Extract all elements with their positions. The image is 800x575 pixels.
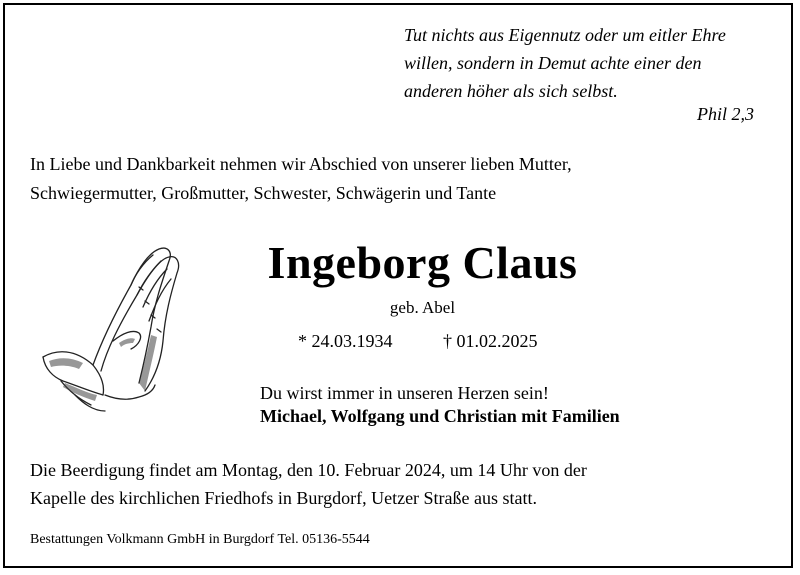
deceased-name: Ingeborg Claus xyxy=(267,237,578,288)
quote-reference: Phil 2,3 xyxy=(697,104,754,124)
death-date: † 01.02.2025 xyxy=(443,331,538,351)
quote-line: anderen höher als sich selbst. xyxy=(404,81,618,101)
mourning-family: Michael, Wolfgang und Christian mit Familien xyxy=(260,406,620,426)
quote-line: Tut nichts aus Eigennutz oder um eitler Ehre xyxy=(404,25,726,45)
bible-quote xyxy=(404,21,774,105)
intro-text xyxy=(30,150,572,208)
birth-name: geb. Abel xyxy=(389,298,456,317)
intro-line: In Liebe und Dankbarkeit nehmen wir Abschied von unserer lieben Mutter, xyxy=(30,154,572,174)
intro-line: Schwiegermutter, Großmutter, Schwester, Schwägerin und Tante xyxy=(30,183,497,203)
birth-date: * 24.03.1934 xyxy=(298,331,393,351)
funeral-info xyxy=(30,456,587,512)
funeral-line: Kapelle des kirchlichen Friedhofs in Burgdorf, Uetzer Straße aus statt. xyxy=(30,488,538,508)
funeral-line: Die Beerdigung findet am Montag, den 10. Februar 2024, um 14 Uhr von der xyxy=(30,460,587,480)
undertaker-info: Bestattungen Volkmann GmbH in Burgdorf Tel. 05136-5544 xyxy=(30,532,370,547)
memorial-line: Du wirst immer in unseren Herzen sein! xyxy=(260,383,549,403)
quote-line: willen, sondern in Demut achte einer den xyxy=(404,53,702,73)
